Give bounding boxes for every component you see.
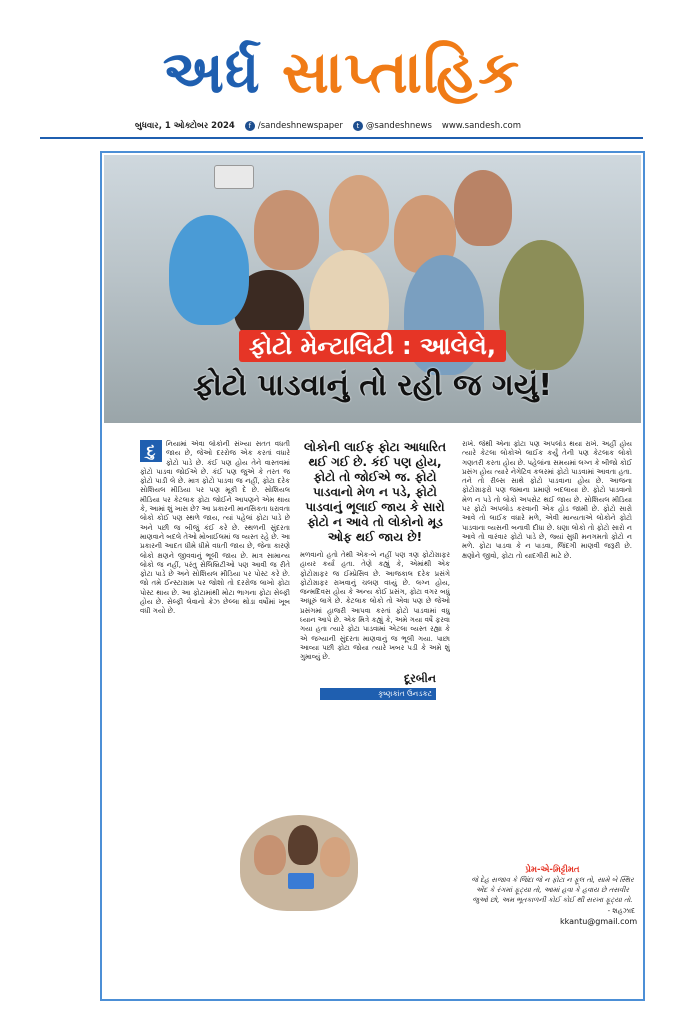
person-figure bbox=[254, 835, 286, 875]
twitter-icon: t bbox=[353, 121, 363, 131]
column-1-text: નિયામાં એવા લોકોની સંખ્યા સતત વધતી જાય છે, જેઓ દરરોજ એક કરતાં વધારે ફોટો પાડે છે. કંઈ પણ હોય તેને વાસ્તવમાં ફોટો પાડવા જોઈએ છે. કંઈ પણ જુએ કે તરત જ ફોટો પાડી લે છે. માત્ર ફોટો પાડવા જ નહીં, ફોટા દરેક સોશિયલ મીડિયા પર પણ મૂકી દે છે. સોશિયલ મીડિયા પર કેટલાક ફોટા જોઈને આપણને એમ થાય કે, આમાં શું ખાસ છે? આ પ્રકારની માનસિકતા ધરાવતા લોકો કોઈ પણ સ્થળે જાય, ત્યાં પહેલાં ફોટા પાડે છે અને પછી જ બીજું કંઈ કરે છે. સ્થળની સુંદરતા માણવાને બદલે તેઓ મોબાઈલમાં જ વ્યસ્ત રહે છે. આ પ્રકારની આદત ધીમે ધીમે વધતી જાય છે, જેના કારણે લોકો ક્ષણને જીવવાનું ભૂલી જાય છે. માત્ર સામાન્ય લોકો જ નહીં, પરંતુ સેલિબ્રિટીઓ પણ આવી જ રીતે ફોટા પાડે છે અને સોશિયલ મીડિયા પર પોસ્ટ કરે છે. જો તમે ઈન્સ્ટાગ્રામ પર જોશો તો દરરોજ લાખો ફોટા પોસ્ટ થાય છે. આ ફોટામાંથી મોટા ભાગના ફોટા સેલ્ફી હોય છે. સેલ્ફી લેવાનો ક્રેઝ છેલ્લા થોડા વર્ષોમાં ખૂબ વધી ગયો છે. bbox=[140, 440, 290, 616]
inset-group-photo bbox=[240, 815, 358, 911]
masthead-title bbox=[0, 38, 683, 107]
person-figure bbox=[454, 170, 512, 246]
author-email[interactable]: kkantu@gmail.com bbox=[560, 917, 638, 926]
person-figure bbox=[169, 215, 249, 325]
smartphone bbox=[214, 165, 254, 189]
article-column-3 bbox=[462, 440, 632, 910]
headline-block bbox=[104, 330, 641, 403]
headline-top: ફોટો મેન્ટાલિટી : આલેલે, bbox=[239, 330, 506, 362]
poem-heading: પ્રેમ-એ-મિટ્ટીમત bbox=[525, 865, 580, 875]
twitter-handle[interactable] bbox=[353, 121, 432, 131]
drop-cap: દુ bbox=[140, 440, 162, 462]
person-figure bbox=[329, 175, 389, 253]
author-box bbox=[320, 672, 436, 706]
masthead bbox=[0, 0, 683, 140]
twitter-handle-text: @sandeshnews bbox=[365, 121, 432, 131]
column-2-text: મળવાનો હતો તેથી એક-બે નહીં પણ ત્રણ ફોટોગ્રાફર હાયર કર્યા હતા. તેણે કહ્યું કે, એમાંથી એક ફોટોગ્રાફર જ ઈમ્પ્રેસિવ છે. આજકાલ દરેક પ્રસંગે ફોટોગ્રાફર રાખવાનું ચલણ વધ્યું છે. લગ્ન હોય, જન્મદિવસ હોય કે અન્ય કોઈ પ્રસંગ, ફોટા વગર બધું અધૂરું લાગે છે. કેટલાક લોકો તો એવા પણ છે જેઓ પ્રસંગમાં હાજરી આપવા કરતાં ફોટો પાડવામાં વધુ ધ્યાન આપે છે. એક મિત્રે કહ્યું કે, અમે ગયા વર્ષે ફરવા ગયા હતા ત્યારે ફોટા પાડવામાં એટલા વ્યસ્ત રહ્યા કે એ જગ્યાની સુંદરતા માણવાનું જ ભૂલી ગયા. પાછા આવ્યા પછી ફોટા જોયા ત્યારે ખબર પડી કે અમે શું ગુમાવ્યું છે. bbox=[300, 551, 450, 662]
person-figure bbox=[254, 190, 319, 270]
masthead-rule bbox=[40, 137, 643, 139]
facebook-icon: f bbox=[245, 121, 255, 131]
person-figure bbox=[320, 837, 350, 877]
person-figure bbox=[288, 825, 318, 865]
poem-signature: - શહઝાદ bbox=[607, 907, 635, 915]
issue-date: બુધવાર, 1 ઓક્ટોબર 2024 bbox=[135, 121, 235, 131]
smartphone bbox=[288, 873, 314, 889]
pull-quote: લોકોની લાઈફ ફોટા આધારિત થઈ ગઈ છે. કંઈ પણ હોય, ફોટો તો જોઈએ જ. ફોટો પાડવાનો મેળ ન પડે, ફોટો પાડવાનું ભૂલાઈ જાય કે સારો ફોટો ન આવે તો લોકોનો મૂડ ઓફ થઈ જાય છે! bbox=[303, 440, 447, 544]
masthead-title-part1: અર્ધ bbox=[162, 38, 261, 106]
column-label: દૂરબીન bbox=[403, 672, 436, 685]
author-name: કૃષ્ણકાંત ઉનડકટ bbox=[320, 688, 436, 700]
facebook-handle[interactable] bbox=[245, 121, 343, 131]
website-link[interactable]: www.sandesh.com bbox=[441, 121, 521, 131]
poem-box bbox=[470, 865, 635, 916]
masthead-title-part2: સાપ્તાહિક bbox=[281, 38, 521, 106]
poem-lines: જે દેહ સજાવ કે જિંદા જે ન ફોટા ન ફૂલ તો, સામે બે સ્થિર એંદ કે રંગમાં ફૂટ્યા તો, આમાં હવા કે હવાય છે તસવીર જુઓ છો, અમ ભૂતકાળની કોઈ કોઈ થી સરખા ફૂટ્યા તો. bbox=[471, 876, 634, 904]
column-3-text: રાખે. જેથી એના ફોટા પણ અપલોડ થયા રાખે. અહીં હોય ત્યારે કેટલા લોકોએ લાઈક કર્યું તેની પણ કેટલાક લોકો ગણતરી કરતા હોય છે. પહેલાંના સમયમાં લગ્ન કે બીજો કોઈ પ્રસંગ હોય ત્યારે નેગેટિવ કલરમાં ફોટો પાડવામાં આવતા હતા. તને તો રીલ્સ સાથે ફોટો પાડવાના હોય છે. આજના ફોટોગ્રાફરો પણ જમાના પ્રમાણે બદલાયા છે. ફોટો પાડવાનો મેળ ન પડે તો લોકો અપસેટ થઈ જાય છે. સોશિયલ મીડિયા પર ફોટો અપલોડ કરવાની એક હોડ જામી છે. ફોટો સારો આવે તો લાઈક વધારે મળે, એવી માન્યતાએ લોકોને ફોટો પાડવાના વ્યસની બનાવી દીધા છે. ઘણા લોકો તો ફોટો સારો ન આવે તો વારંવાર ફોટો પાડે છે, જ્યાં સુધી મનગમતો ફોટો ન મળે. ફોટા પાડવા કે ન પાડવા, જિંદગી માણવી જરૂરી છે. ક્ષણોને જીવો, ફોટા તો યાદગીરી માટે છે. bbox=[462, 440, 632, 560]
headline-bottom: ફોટો પાડવાનું તો રહી જ ગયું! bbox=[192, 368, 553, 403]
facebook-handle-text: /sandeshnewspaper bbox=[257, 121, 343, 131]
masthead-info-bar bbox=[135, 118, 555, 134]
